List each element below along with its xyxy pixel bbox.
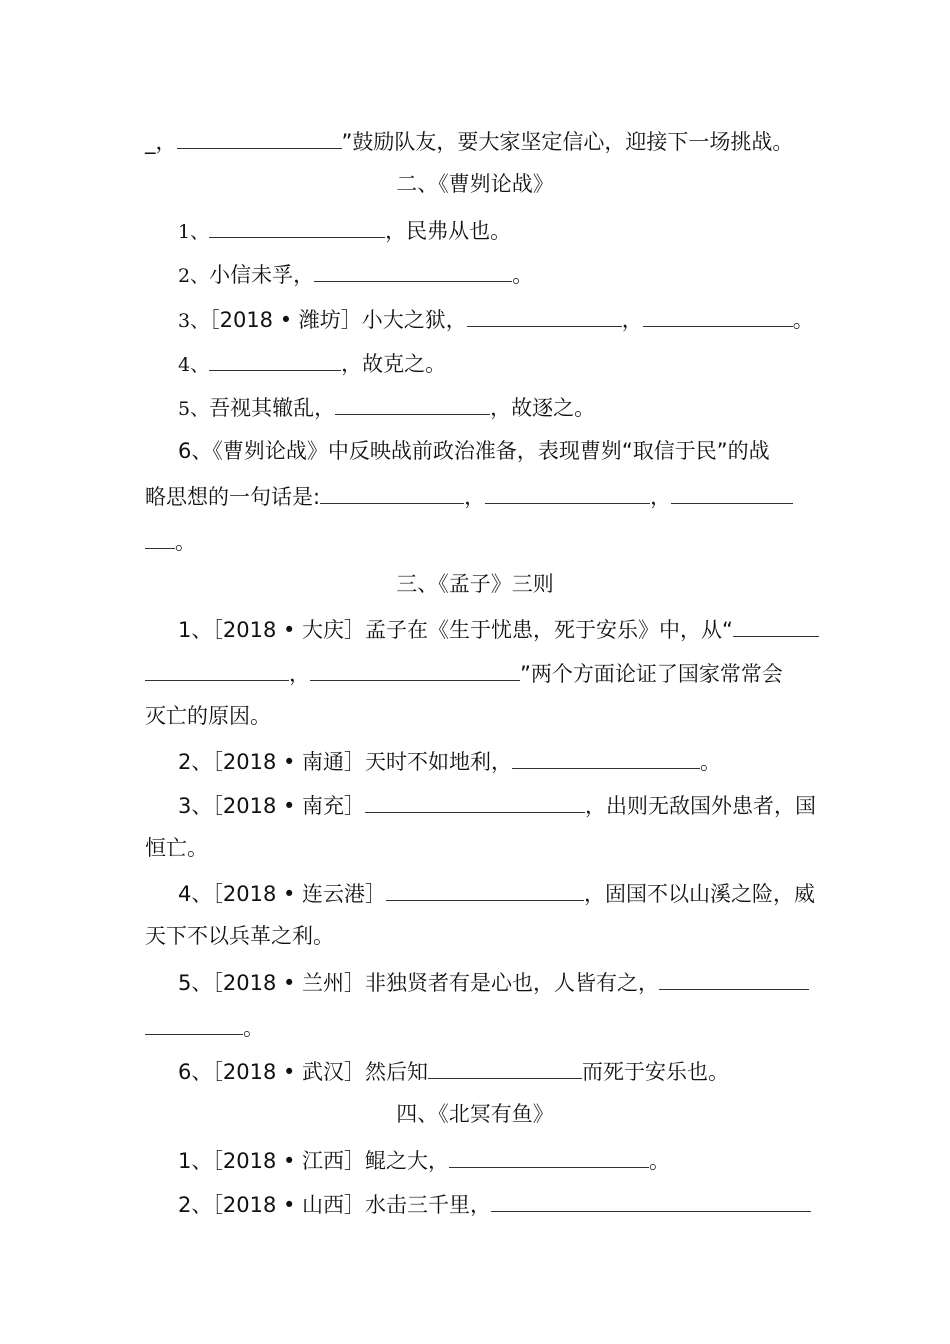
answer-blank[interactable] <box>320 481 464 504</box>
text: _， <box>145 130 177 154</box>
text: ，故克之。 <box>341 352 447 376</box>
answer-blank[interactable] <box>512 746 700 769</box>
answer-blank[interactable] <box>467 304 622 327</box>
text: 。 <box>649 1149 671 1173</box>
question-line <box>145 526 196 556</box>
answer-blank[interactable] <box>310 658 520 681</box>
answer-blank[interactable] <box>449 1145 649 1168</box>
answer-blank[interactable] <box>365 790 585 813</box>
answer-blank[interactable] <box>491 1189 811 1212</box>
question-number: 2、 <box>178 265 210 287</box>
text: 略思想的一句话是: <box>145 485 321 509</box>
answer-blank[interactable] <box>145 658 289 681</box>
text: 。 <box>792 308 814 332</box>
question-line <box>178 878 815 908</box>
text: 3、［2018 • 南充］ <box>178 794 366 818</box>
question-line <box>145 658 783 688</box>
question-line <box>178 392 595 423</box>
text: 1、［2018 • 江西］鲲之大， <box>178 1149 450 1173</box>
text: 。 <box>243 1016 264 1040</box>
question-line <box>178 1056 729 1086</box>
answer-blank[interactable] <box>671 481 793 504</box>
text: ，故逐之。 <box>490 396 596 420</box>
question-line <box>178 1189 811 1219</box>
question-number: 5、 <box>178 398 210 420</box>
question-line <box>145 834 208 862</box>
text: ， <box>289 662 310 686</box>
question-number: 1、 <box>178 221 210 243</box>
answer-blank[interactable] <box>209 348 341 371</box>
text: 而死于安乐也。 <box>582 1060 730 1084</box>
text-line <box>145 126 793 156</box>
answer-blank[interactable] <box>659 967 809 990</box>
text: 灭亡的原因。 <box>145 704 271 728</box>
text: 天下不以兵革之利。 <box>145 924 334 948</box>
question-number: 4、 <box>178 354 210 376</box>
text: 6、［2018 • 武汉］然后知 <box>178 1060 429 1084</box>
text: 。 <box>512 263 534 287</box>
answer-blank[interactable] <box>733 614 819 637</box>
text: 。 <box>700 750 722 774</box>
text: 4、［2018 • 连云港］ <box>178 882 387 906</box>
text: 1、［2018 • 大庆］孟子在《生于忧患，死于安乐》中，从“ <box>178 618 733 642</box>
text: 6、《曹刿论战》中反映战前政治准备，表现曹刿“取信于民”的战 <box>178 439 770 463</box>
question-line <box>178 437 770 465</box>
text: 吾视其辙乱， <box>209 396 336 420</box>
answer-blank[interactable] <box>485 481 650 504</box>
text: 恒亡。 <box>145 836 208 860</box>
answer-blank[interactable] <box>145 526 175 549</box>
answer-blank[interactable] <box>314 259 512 282</box>
question-line <box>145 1012 264 1042</box>
question-line <box>178 967 809 997</box>
answer-blank[interactable] <box>335 392 490 415</box>
question-line <box>145 922 334 950</box>
text: 5、［2018 • 兰州］非独贤者有是心也，人皆有之， <box>178 971 660 995</box>
text: 小信未孚， <box>209 263 315 287</box>
text: ，固国不以山溪之险，威 <box>584 882 816 906</box>
text: ，出则无敌国外患者，国 <box>585 794 817 818</box>
text: ， <box>464 485 486 509</box>
question-line <box>178 614 819 644</box>
question-number: 3、 <box>178 310 210 332</box>
answer-blank[interactable] <box>386 878 584 901</box>
text: ”鼓励队友，要大家坚定信心，迎接下一场挑战。 <box>341 130 794 154</box>
text: 2、［2018 • 山西］水击三千里， <box>178 1193 492 1217</box>
question-line <box>145 702 271 730</box>
question-line <box>178 304 814 335</box>
question-line <box>178 259 533 290</box>
answer-blank[interactable] <box>643 304 793 327</box>
section-heading: 四、《北冥有鱼》 <box>396 1102 554 1126</box>
section-heading: 二、《曹刿论战》 <box>396 172 554 196</box>
question-line <box>178 790 816 820</box>
text: ［2018 • 潍坊］小大之狱， <box>209 308 467 332</box>
answer-blank[interactable] <box>428 1056 582 1079</box>
question-line <box>145 481 793 511</box>
text: ”两个方面论证了国家常常会 <box>520 662 783 686</box>
answer-blank[interactable] <box>177 126 342 149</box>
text: ， <box>650 485 672 509</box>
question-line <box>178 746 721 776</box>
question-line <box>178 1145 670 1175</box>
answer-blank[interactable] <box>145 1012 243 1035</box>
text: ， <box>621 308 643 332</box>
answer-blank[interactable] <box>209 215 385 238</box>
text: ，民弗从也。 <box>385 219 512 243</box>
section-heading: 三、《孟子》三则 <box>396 572 554 596</box>
text: 。 <box>175 530 196 554</box>
text: 2、［2018 • 南通］天时不如地利， <box>178 750 513 774</box>
question-line <box>178 215 511 246</box>
question-line <box>178 348 446 379</box>
